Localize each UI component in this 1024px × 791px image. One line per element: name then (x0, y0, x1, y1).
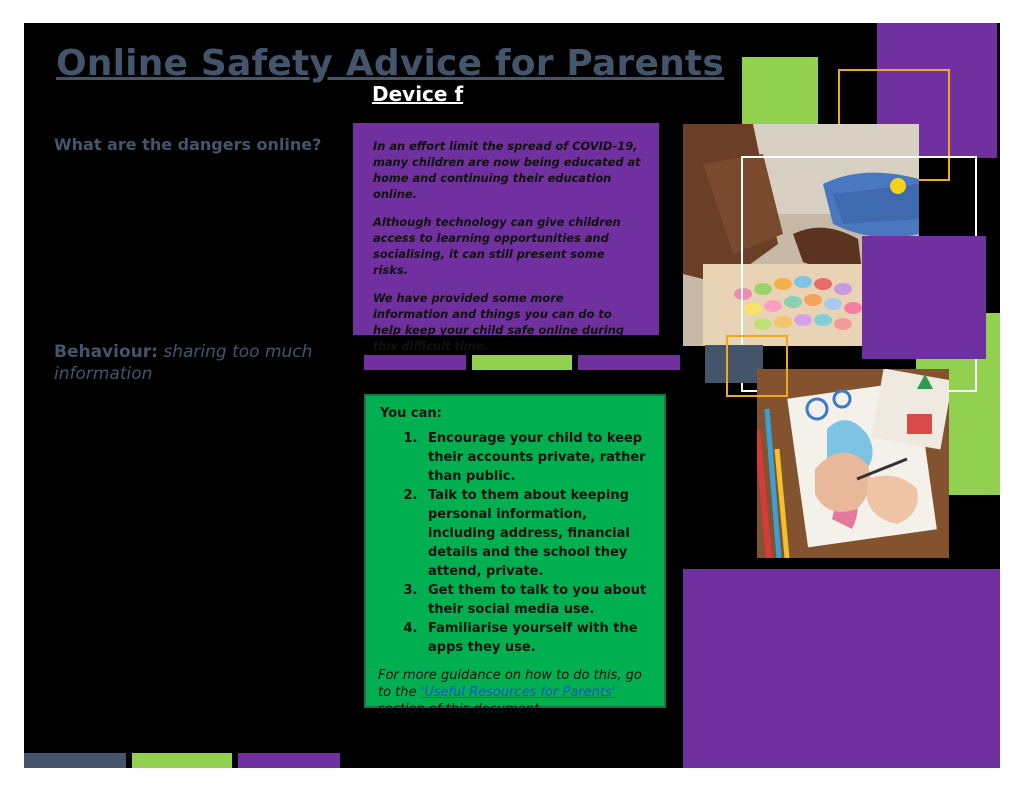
intro-paragraph: In an effort limit the spread of COVID-19, many children are now being educated at home and continuing their education online. (373, 139, 641, 201)
advice-item: 4. Familiarise yourself with the apps they use. (422, 619, 652, 657)
footer-bar-slate (24, 753, 126, 768)
advice-heading: You can: (380, 406, 442, 421)
decor-purple-block-bottom (683, 569, 1000, 768)
dangers-heading: What are the dangers online? (54, 135, 322, 154)
page-subtitle: Device f (372, 82, 464, 106)
divider-bar-purple (364, 355, 466, 370)
guidance-after: section of this document. (378, 702, 544, 717)
intro-box (353, 123, 659, 353)
decor-purple-block-mid (862, 236, 986, 359)
behaviour-description: sharing too much information (54, 342, 313, 384)
guidance-text (378, 667, 652, 718)
advice-item: 3. Get them to talk to you about their social media use. (422, 581, 652, 619)
advice-item: 1. Encourage your child to keep their accounts private, rather than public. (422, 429, 652, 486)
intro-paragraph: We have provided some more information and things you can do to help keep your child safe online during this difficult time. (373, 291, 625, 353)
advice-list (378, 429, 652, 657)
behaviour-label: Behaviour: (54, 342, 158, 362)
behaviour-text (54, 341, 334, 385)
footer-bar-purple (238, 753, 340, 768)
decor-gold-frame-bottom (726, 335, 788, 397)
page-title: Online Safety Advice for Parents (56, 43, 724, 84)
children-drawing-photo (757, 369, 949, 558)
divider-bar-purple (578, 355, 680, 370)
decor-green-block-top (742, 57, 818, 129)
advice-box (364, 394, 666, 717)
guidance-before: For more guidance on how to do this, go to the (378, 668, 642, 700)
divider-bar-green (472, 355, 572, 370)
footer-bar-green (132, 753, 232, 768)
intro-paragraph: Although technology can give children access to learning opportunities and socialising, it can still present some risks. (373, 215, 621, 277)
advice-item: 2. Talk to them about keeping personal information, including address, financial details and the school they attend, private. (422, 486, 652, 581)
useful-resources-link[interactable]: 'Useful Resources for Parents' (420, 685, 616, 700)
document-page (24, 23, 1000, 768)
